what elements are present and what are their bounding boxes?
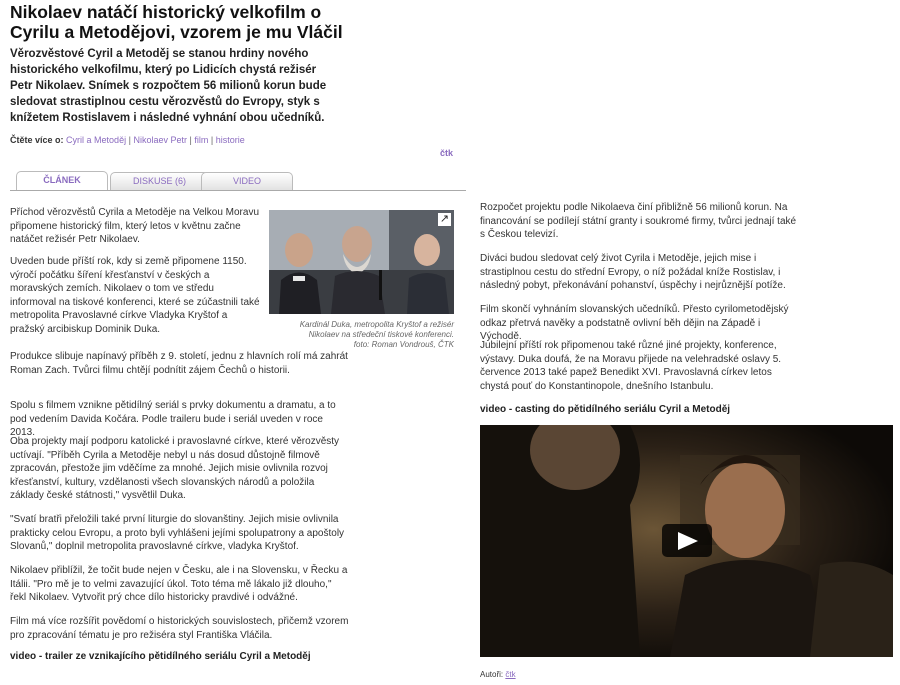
photo-illustration	[269, 210, 454, 314]
tab-article[interactable]: ČLÁNEK	[16, 171, 108, 190]
article-tabs	[10, 170, 466, 191]
paragraph: Film skončí vyhnáním slovanských učedníků. Přesto cyrilometodějský odkaz přetrvá navěky a podstatně ovlivní běh dějin na Západě i Východě.	[480, 304, 789, 342]
paragraph: Diváci budou sledovat celý život Cyrila i Metoděje, jejich mise i strastiplnou cestu do střední Evropy, o níž požádal kníže Rostislav, i následný pobyt, překonávání pohanství, úspěchy i nejrůznější potíže.	[480, 253, 786, 291]
play-button[interactable]	[662, 524, 712, 557]
paragraph: "Svatí bratři přeložili také první liturgie do slovanštiny. Jejich misie ovlivnila prakticky celou Evropu, a proto byli vyhlášeni jejími spolupatrony a apoštoly Slovanů," doplnil metropolita pravoslavné církve, vladyka Kryštof.	[10, 514, 345, 552]
author-label: Autoři:	[480, 670, 504, 679]
tag-link[interactable]: Cyril a Metoděj	[66, 135, 127, 145]
expand-arrow-icon[interactable]: ↗	[439, 213, 450, 225]
paragraph: Produkce slibuje napínavý příběh z 9. století, jednu z hlavních rolí má zahrát Roman Zach. Tvůrci filmu chtějí podnítit zájem Čechů o historii.	[10, 351, 348, 376]
video-label: video - casting do pětidílného seriálu Cyril a Metoděj	[480, 404, 731, 415]
tag-link[interactable]: film	[194, 135, 209, 145]
paragraph: Jubilejní příští rok připomenou také různé jiné projekty, konference, výstavy. Duka doufá, že na Moravu přijede na velehradské oslavy 5. července 2013 také papež Benedikt XVI. Pravoslavná církev letos chystá pouť do Konstantinopole, dnešního Istanbulu.	[480, 340, 782, 392]
author-line	[480, 670, 516, 679]
article-photo-box	[269, 210, 454, 350]
paragraph: Spolu s filmem vznikne pětidílný seriál s prvky dokumentu a dramatu, a to pod vedením Davida Kočára. Podle traileru bude i seriál uveden v roce 2013.	[10, 400, 336, 438]
tag-separator: |	[189, 135, 192, 145]
paragraph: Oba projekty mají podporu katolické i pravoslavné církve, které věrozvěsty uctívají. "Příběh Cyrila a Metoděje nebyl u nás dosud důstojně filmově zpracován, přestože jim vděčíme za mnohé. Jejich misie ovlivnila rozvoj křesťanství, kultury, vzdělanosti všech slovanských národů a položila základy české státnosti," vysvětlil Duka.	[10, 436, 340, 501]
author-link[interactable]: čtk	[505, 670, 516, 679]
video-player[interactable]	[480, 425, 893, 657]
tag-link[interactable]: historie	[215, 135, 245, 145]
tags-label: Čtěte více o:	[10, 135, 64, 145]
article-title: Nikolaev natáčí historický velkofilm o Cyrilu a Metodějovi, vzorem je mu Vláčil	[10, 2, 343, 42]
paragraph: Rozpočet projektu podle Nikolaeva činí přibližně 56 milionů korun. Na financování se podílejí státní granty i soukromé firmy, tvůrci jednají také s Českou televizí.	[480, 202, 797, 240]
tab-discussion[interactable]: DISKUSE (6)	[110, 172, 209, 190]
article-photo[interactable]	[269, 210, 454, 314]
tag-separator: |	[128, 135, 131, 145]
photo-caption	[269, 320, 454, 350]
caption-text: Kardinál Duka, metropolita Kryštof a režisér Nikolaev na středeční tiskové konferenci.	[299, 320, 454, 339]
play-icon	[678, 532, 698, 550]
paragraph: Uveden bude příští rok, kdy si země připomene 1150. výročí počátku šíření křesťanství v českých a moravských zemích. Nikolaev o tom ve středu informoval na tiskové konferenci, které se zúčastnili také metropolita Pravoslavné církve Vladyka Kryštof a pražský arcibiskup Dominik Duka.	[10, 256, 260, 335]
tab-video[interactable]: VIDEO	[201, 172, 293, 190]
tag-separator: |	[210, 135, 214, 145]
caption-credit: foto: Roman Vondrouš, ČTK	[353, 340, 454, 349]
article-perex: Věrozvěstové Cyril a Metoděj se stanou hrdiny nového historického velkofilmu, který po Lidicích chystá režisér Petr Nikolaev. Snímek s rozpočtem 56 milionů korun bude sledovat strastiplnou cestu věrozvěstů do Evropy, styk s knížetem Rostislavem i následné vyhnání obou učedníků.	[10, 48, 327, 124]
video-label: video - trailer ze vznikajícího pětidílného seriálu Cyril a Metoděj	[10, 651, 311, 662]
source-link[interactable]: čtk	[440, 148, 454, 158]
paragraph: Příchod věrozvěstů Cyrila a Metoděje na Velkou Moravu připomene historický film, který letos v květnu začne natáčet režisér Petr Nikolaev.	[10, 207, 260, 245]
paragraph: Film má více rozšířit povědomí o historických souvislostech, přičemž vzorem pro zpracování tématu je pro režiséra styl Františka Vláčila.	[10, 616, 349, 641]
paragraph: Nikolaev přiblížil, že točit bude nejen v Česku, ale i na Slovensku, v Řecku a Itálii. "Pro mě je to velmi zavazující úkol. Toto téma mě lákalo již dlouho," řekl Nikolaev. Vytvořit prý chce dílo historicky pravdivé i odvážné.	[10, 565, 348, 603]
related-tags	[10, 135, 245, 145]
tag-link[interactable]: Nikolaev Petr	[133, 135, 187, 145]
